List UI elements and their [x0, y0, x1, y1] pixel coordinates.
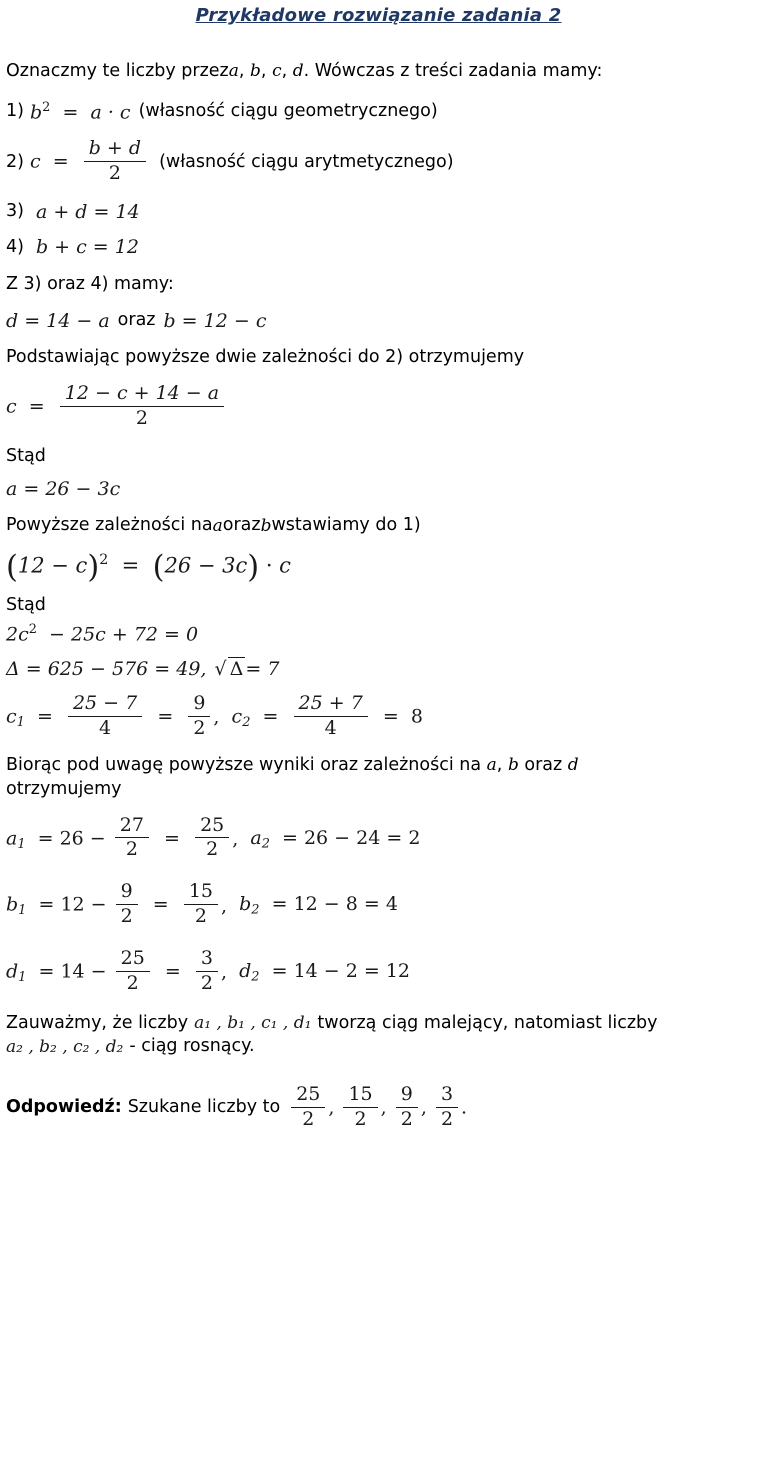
b-values-line: $b_1 = 12$ − $\frac{9}{2}$ = $\frac{15}{2}$ , $b_2 = 12 - 8 = 4$ — [6, 880, 398, 928]
var-d: d — [292, 61, 304, 82]
b-expression: b = 12 − c — [163, 309, 267, 332]
equation-2: c = $\frac{b + d}{2}$ — [30, 139, 149, 186]
d-and-b-expressions — [6, 309, 751, 333]
stad-text-1: Stąd — [6, 445, 46, 466]
a-result-equation: a = 26 − 3c — [6, 478, 121, 501]
b1-value: $b_1 = 12$ − $\frac{9}{2}$ = $\frac{15}{2}$ — [6, 882, 221, 929]
delta-line — [6, 658, 751, 680]
intro-lead: Oznaczmy te liczby przez — [6, 61, 229, 81]
a1-value: $a_1 = 26$ − $\frac{27}{2}$ = $\frac{25}{2}$ — [6, 816, 232, 863]
oraz-word-1: oraz — [117, 309, 156, 330]
decreasing-sequence: a₁ , b₁ , c₁ , d₁ — [194, 1012, 312, 1033]
a-values-line: $a_1 = 26$ − $\frac{27}{2}$ = $\frac{25}{2}$ , $a_2 = 26 - 24 = 2$ — [6, 813, 421, 861]
var-a-ref-2: a — [486, 755, 497, 776]
d2-value: $d_2 = 14 - 2 = 12$ — [239, 959, 411, 985]
intro-paragraph: Oznaczmy te liczby przez a , b , c , d . Wówczas z treści zadania mamy: — [6, 60, 751, 84]
var-b: b — [250, 61, 261, 82]
var-a-ref: a — [212, 515, 223, 536]
page-title: Przykładowe rozwiązanie zadania 2 — [195, 5, 562, 26]
sqrt-delta: √ Δ — [208, 657, 244, 680]
squared-equation: $(12 - c)^2 = (26 - 3c) \cdot c$ — [6, 549, 291, 585]
d-expression: d = 14 − a — [6, 309, 110, 332]
condition-3 — [6, 200, 751, 224]
equation-1: $b^2 = a \cdot c$ — [29, 99, 131, 124]
condition-1-number: 1) — [6, 100, 24, 121]
a2-value: $a_2 = 26 - 24 = 2$ — [250, 826, 421, 852]
d-values-line: $d_1 = 14$ − $\frac{25}{2}$ = $\frac{3}{2}$ , $d_2 = 14 - 2 = 12$ — [6, 946, 411, 994]
stad-text-2: Stąd — [6, 595, 46, 616]
answer-label: Odpowiedź: — [6, 1097, 122, 1118]
condition-1 — [6, 100, 751, 124]
taking-results-text: Biorąc pod uwagę powyższe wyniki oraz zależności na a, b oraz d — [6, 755, 579, 776]
condition-3-number: 3) — [6, 200, 24, 221]
condition-2-number: 2) — [6, 151, 24, 172]
condition-2 — [6, 139, 751, 186]
answer-values: $\frac{25}{2}$ , $\frac{15}{2}$ , $\frac{9}{2}$ , $\frac{3}{2}$ . — [288, 1085, 467, 1132]
d1-value: $d_1 = 14$ − $\frac{25}{2}$ = $\frac{3}{2}$ — [6, 949, 221, 996]
intro-tail: . Wówczas z treści zadania mamy: — [303, 61, 603, 81]
c-roots-line: $c_1$ = $\frac{25 - 7}{4}$ = $\frac{9}{2}$ , $c_2$ = $\frac{25 + 7}{4}$ = 8 — [6, 691, 423, 739]
substitute-text: Podstawiając powyższe dwie zależności do 2) otrzymujemy — [6, 347, 525, 368]
quadratic-equation: $2c^2 - 25c + 72 = 0$ — [6, 622, 199, 646]
increasing-sequence: a₂ , b₂ , c₂ , d₂ — [6, 1036, 124, 1057]
var-d-ref: d — [567, 755, 579, 776]
otrzymujemy-text: otrzymujemy — [6, 778, 122, 799]
c1-root: $c_1$ = $\frac{25 - 7}{4}$ = $\frac{9}{2}$ — [6, 694, 213, 741]
condition-2-note: (własność ciągu arytmetycznego) — [159, 151, 454, 172]
insert-into-1-text: Powyższe zależności na a oraz b wstawiamy do 1) — [6, 515, 421, 536]
sqrt-delta-value: = 7 — [245, 657, 280, 680]
equation-3: a + d = 14 — [35, 200, 140, 223]
var-b-ref-2: b — [507, 755, 519, 776]
var-b-ref: b — [260, 515, 272, 536]
answer-line — [6, 1082, 751, 1132]
equation-4: b + c = 12 — [35, 236, 139, 259]
b2-value: $b_2 = 12 - 8 = 4$ — [239, 893, 398, 918]
notice-line-2: a₂ , b₂ , c₂ , d₂ - ciąg rosnący. — [6, 1036, 255, 1057]
var-a: a — [228, 61, 239, 82]
condition-4-number: 4) — [6, 236, 24, 257]
from-3-and-4-text: Z 3) oraz 4) mamy: — [6, 274, 174, 295]
delta-value: Δ = 625 − 576 = 49, — [6, 657, 207, 680]
c2-root: $c_2$ = $\frac{25 + 7}{4}$ = 8 — [231, 691, 423, 739]
answer-text: Szukane liczby to — [127, 1097, 281, 1118]
condition-1-note: (własność ciągu geometrycznego) — [138, 100, 438, 121]
c-substituted-equation: c = $\frac{12 - c + 14 - a}{2}$ — [6, 384, 751, 431]
condition-4 — [6, 236, 751, 260]
var-c: c — [272, 61, 282, 82]
notice-line: Zauważmy, że liczby a₁ , b₁ , c₁ , d₁ tworzą ciąg malejący, natomiast liczby — [6, 1012, 658, 1033]
